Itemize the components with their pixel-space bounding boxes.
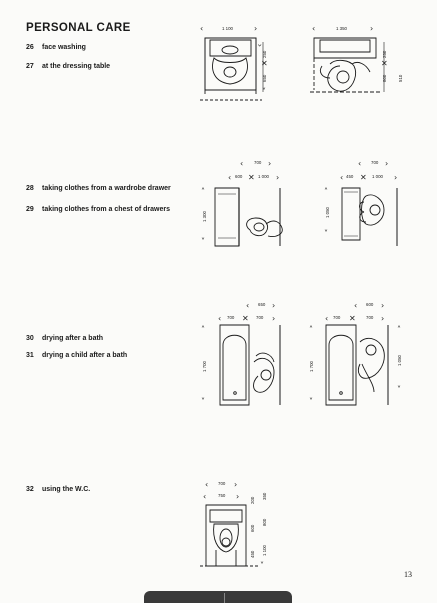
svg-text:✕: ✕ — [242, 314, 249, 323]
svg-text:‹: ‹ — [200, 24, 204, 33]
fig32-d2: 600 — [250, 524, 255, 532]
item-30: 30 drying after a bath — [26, 335, 104, 342]
svg-text:✕: ✕ — [349, 314, 356, 323]
fig31-height-b: 1 050 — [397, 355, 402, 366]
fig27-width: 1 350 — [336, 26, 347, 31]
svg-text:›: › — [272, 314, 276, 323]
viewer-toolbar[interactable] — [144, 591, 292, 603]
fig32-d4: 350 — [262, 492, 267, 500]
page-title: PERSONAL CARE — [26, 22, 131, 34]
svg-text:˅: ˅ — [324, 229, 328, 238]
svg-text:›: › — [234, 480, 238, 489]
fig28-height: 1 300 — [202, 211, 207, 222]
svg-text:›: › — [254, 24, 258, 33]
fig26-depth-a: 250 — [262, 50, 267, 58]
item-31: 31 drying a child after a bath — [26, 352, 128, 359]
figure-face-washing — [200, 38, 263, 100]
svg-text:‹: ‹ — [203, 492, 207, 501]
svg-text:‹: ‹ — [228, 173, 232, 182]
svg-text:›: › — [268, 159, 272, 168]
item-29: 29 taking clothes from a chest of drawers — [26, 206, 170, 213]
svg-text:✕: ✕ — [360, 173, 367, 182]
svg-text:✕: ✕ — [248, 173, 255, 182]
svg-text:˄: ˄ — [201, 325, 205, 334]
svg-text:‹: ‹ — [325, 314, 329, 323]
page-number: 13 — [404, 570, 412, 579]
fig30-b: 700 — [256, 315, 264, 320]
svg-text:›: › — [276, 173, 280, 182]
fig32-d3: 450 — [250, 550, 255, 558]
fig28-a: 600 — [235, 174, 243, 179]
fig31-b: 700 — [366, 315, 374, 320]
fig29-height: 1 050 — [325, 207, 330, 218]
fig32-d1: 200 — [250, 496, 255, 504]
figure-drying-after-bath — [220, 325, 280, 405]
fig27-depth-c: 510 — [398, 74, 403, 82]
fig28-total: 700 — [254, 160, 262, 165]
fig26-depth-b: 650 — [262, 74, 267, 82]
fig27-depth-a: 250 — [382, 50, 387, 58]
svg-text:›: › — [381, 314, 385, 323]
fig27-depth-b: 800 — [382, 74, 387, 82]
fig31-height: 1 700 — [309, 361, 314, 372]
svg-text:‹: ‹ — [358, 159, 362, 168]
fig30-a: 700 — [227, 315, 235, 320]
figure-drying-child — [326, 325, 388, 405]
svg-text:‹: ‹ — [354, 301, 358, 310]
svg-text:˅: ˅ — [262, 87, 266, 96]
svg-text:›: › — [236, 492, 240, 501]
svg-text:‹: ‹ — [312, 24, 316, 33]
svg-text:›: › — [272, 301, 276, 310]
svg-text:˅: ˅ — [397, 385, 401, 394]
fig32-d5: 800 — [262, 518, 267, 526]
figure-chest-of-drawers — [342, 188, 397, 246]
fig28-b: 1 000 — [258, 174, 269, 179]
svg-text:˄: ˄ — [201, 187, 205, 196]
svg-text:›: › — [381, 301, 385, 310]
fig29-b: 1 000 — [372, 174, 383, 179]
fig32-width-a: 700 — [218, 481, 226, 486]
svg-text:‹: ‹ — [240, 159, 244, 168]
svg-text:˄: ˄ — [309, 325, 313, 334]
item-27: 27 at the dressing table — [26, 63, 111, 70]
svg-text:˄: ˄ — [324, 187, 328, 196]
fig29-a: 450 — [346, 174, 354, 179]
fig30-height: 1 700 — [202, 361, 207, 372]
svg-text:˄: ˄ — [397, 325, 401, 334]
fig31-total: 600 — [366, 302, 374, 307]
svg-text:›: › — [394, 173, 398, 182]
svg-text:‹: ‹ — [205, 480, 209, 489]
svg-text:˅: ˅ — [201, 397, 205, 406]
svg-text:›: › — [385, 159, 389, 168]
svg-text:‹: ‹ — [218, 314, 222, 323]
figure-wardrobe-drawer — [215, 188, 282, 246]
svg-text:‹: ‹ — [246, 301, 250, 310]
svg-text:˅: ˅ — [201, 237, 205, 246]
fig30-total: 650 — [258, 302, 266, 307]
svg-text:‹: ‹ — [340, 173, 344, 182]
svg-text:✕: ✕ — [261, 59, 268, 68]
svg-text:‹: ‹ — [255, 43, 264, 47]
svg-text:˅: ˅ — [260, 561, 264, 570]
item-32: 32 using the W.C. — [26, 486, 91, 493]
svg-text:✕: ✕ — [381, 59, 388, 68]
fig29-total: 700 — [371, 160, 379, 165]
item-26: 26 face washing — [26, 44, 86, 51]
fig32-d6: 1 100 — [262, 545, 267, 556]
svg-text:˅: ˅ — [309, 397, 313, 406]
fig26-width: 1 100 — [222, 26, 233, 31]
svg-text:›: › — [370, 24, 374, 33]
fig32-width-b: 750 — [218, 493, 226, 498]
item-28: 28 taking clothes from a wardrobe drawer — [26, 185, 171, 192]
figure-dressing-table — [310, 38, 384, 92]
toolbar-divider — [224, 593, 225, 603]
fig31-a: 700 — [333, 315, 341, 320]
